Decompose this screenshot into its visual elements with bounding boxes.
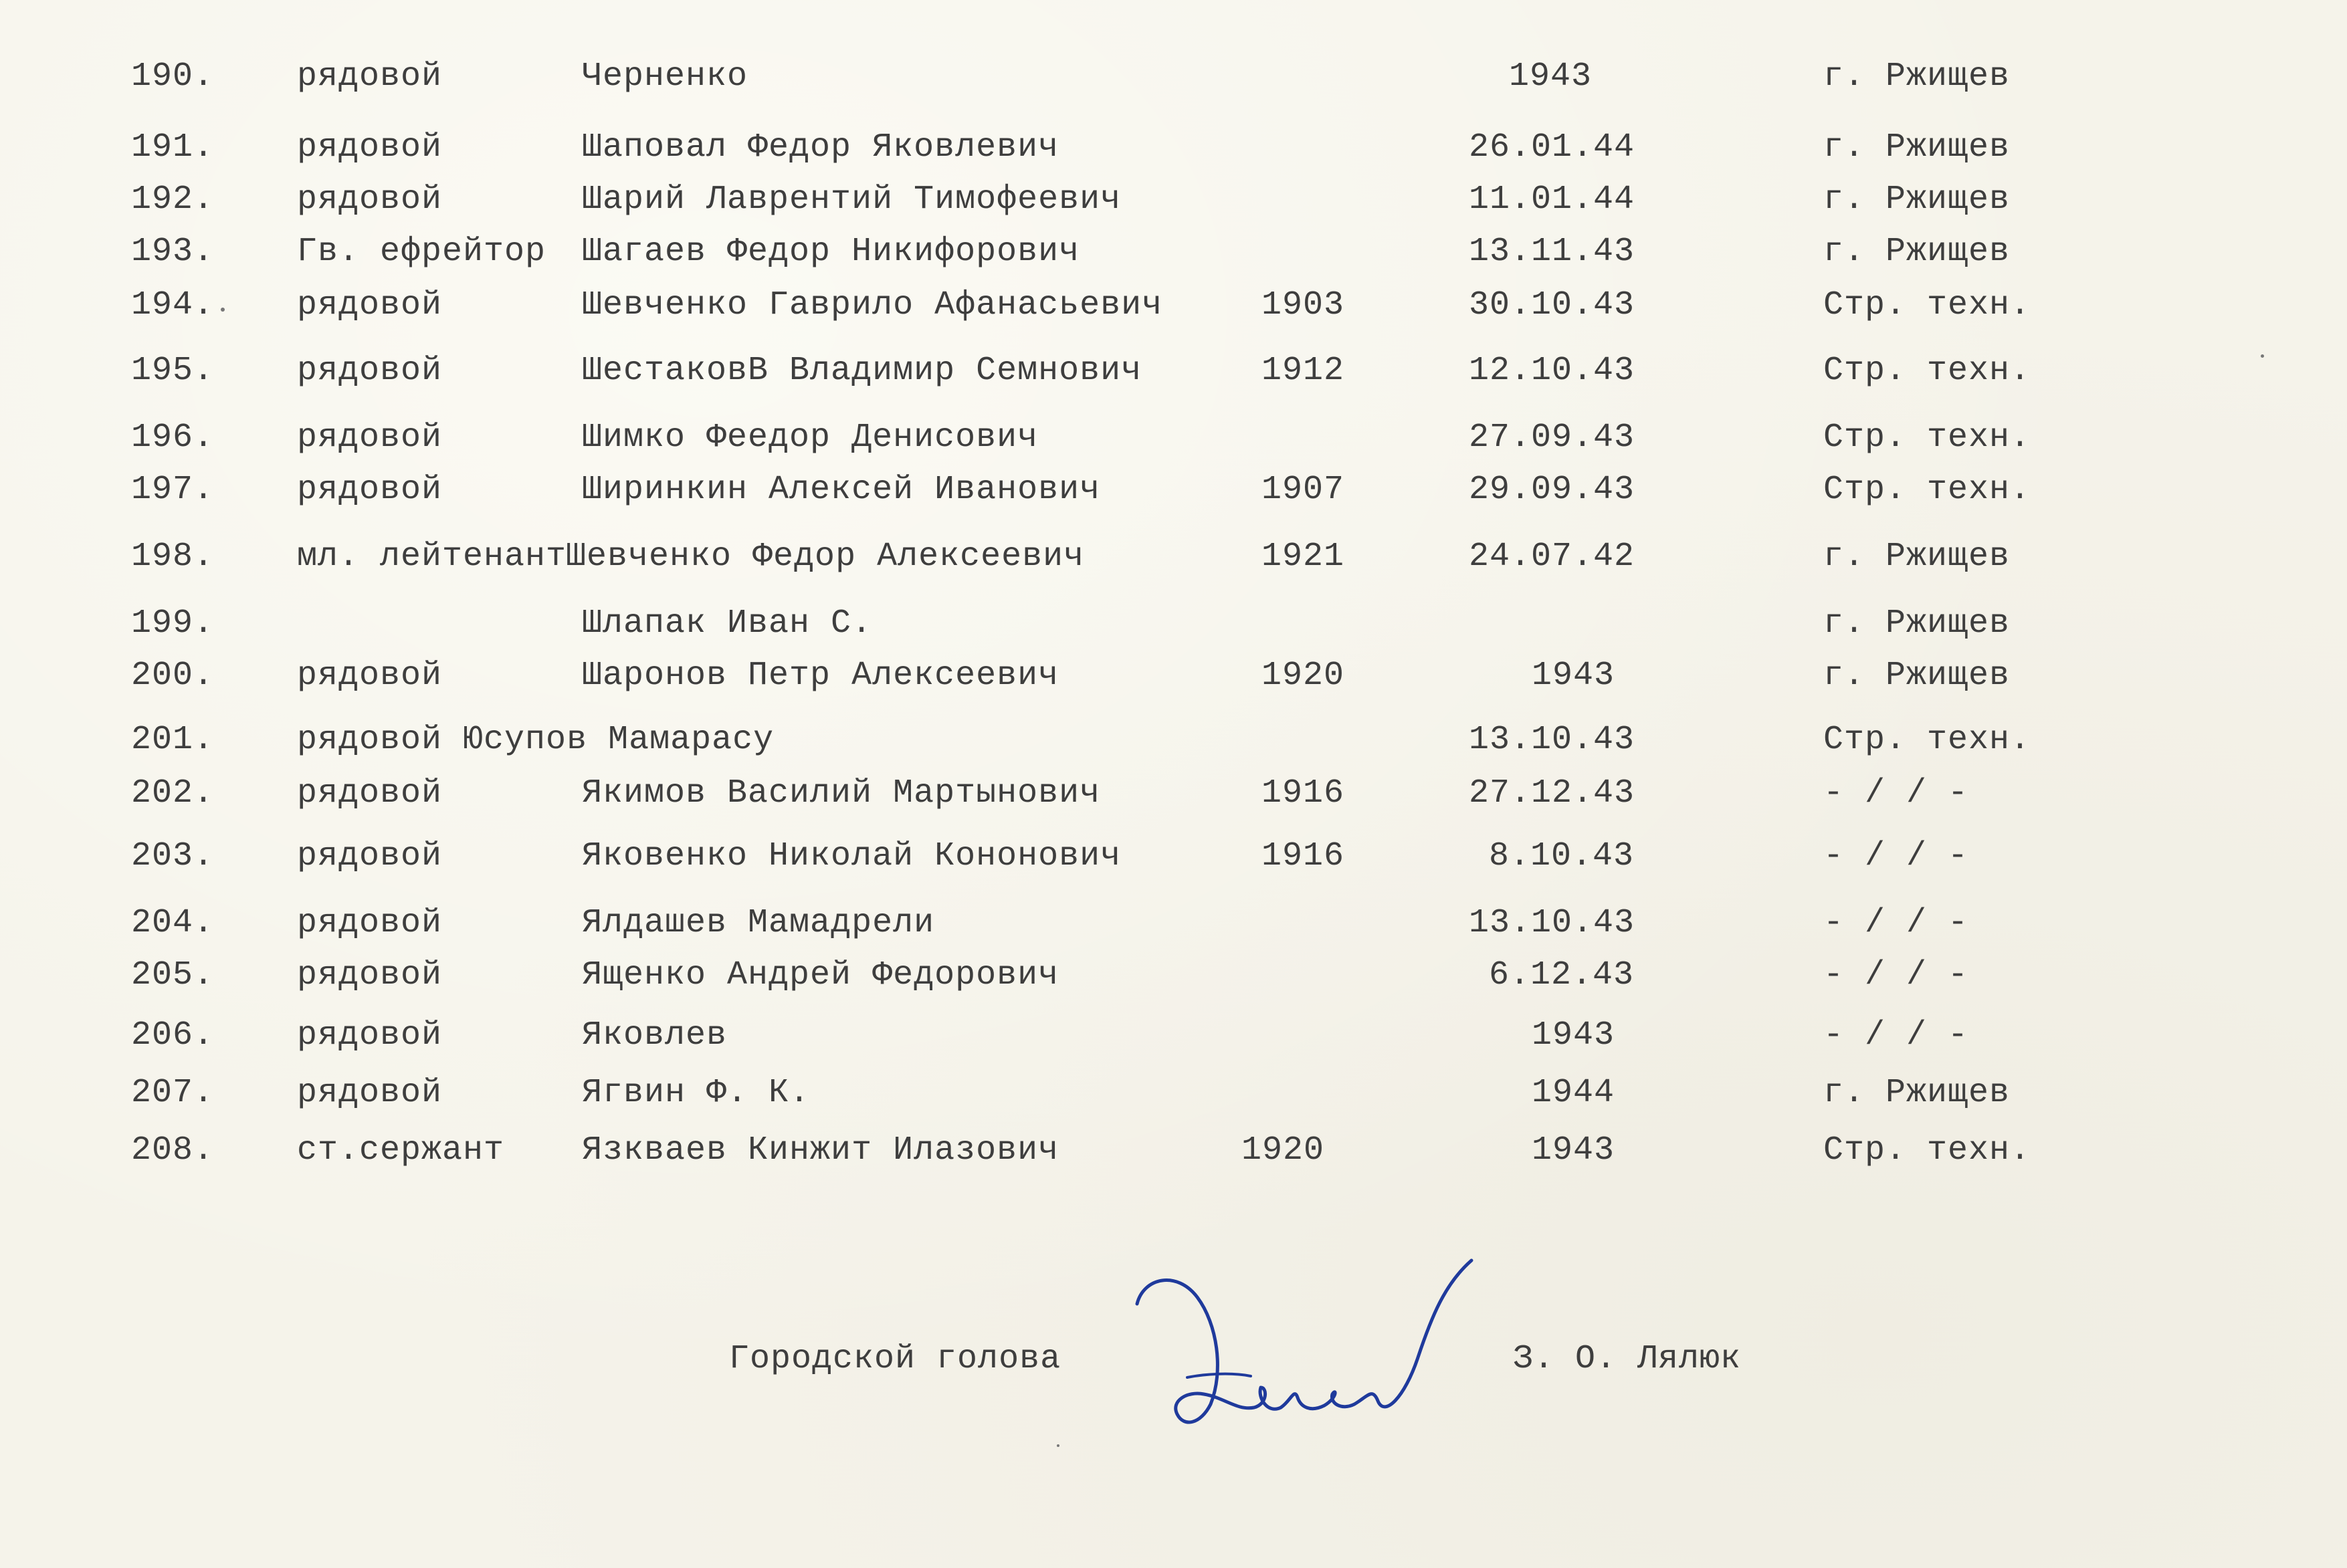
table-row [0, 467, 2347, 514]
row-burial-place: г. Ржищев [1823, 181, 2011, 219]
row-death-date: 27.09.43 [1469, 419, 1635, 457]
row-burial-place: г. Ржищев [1823, 128, 2011, 166]
row-birth-year: 1903 [1261, 286, 1345, 324]
table-row [0, 770, 2347, 817]
row-number: 190. [131, 58, 215, 96]
row-death-date: 27.12.43 [1469, 774, 1635, 812]
row-burial-place: - / / - [1823, 837, 1969, 875]
row-burial-place: Стр. техн. [1823, 419, 2031, 457]
row-number: 197. [131, 471, 215, 509]
row-burial-place: Стр. техн. [1823, 721, 2031, 759]
table-row [0, 952, 2347, 999]
row-death-date: 1943 [1532, 1016, 1615, 1054]
row-number: 193. [131, 233, 215, 271]
row-name: Якимов Василий Мартынович [582, 774, 1101, 812]
row-name: Шевченко Федор Алексеевич [566, 538, 1085, 576]
row-name: Ширинкин Алексей Иванович [582, 471, 1101, 509]
row-death-date: 13.10.43 [1469, 721, 1635, 759]
row-birth-year: 1920 [1261, 657, 1345, 695]
signatory-name: З. О. Лялюк [1513, 1340, 1742, 1378]
row-number: 194. [131, 286, 215, 324]
row-death-date: 29.09.43 [1469, 471, 1635, 509]
row-death-date: 1943 [1532, 657, 1615, 695]
row-burial-place: г. Ржищев [1823, 1074, 2011, 1112]
row-rank: рядовой [297, 419, 443, 457]
row-death-date: 11.01.44 [1469, 181, 1635, 219]
row-death-date: 8.10.43 [1489, 837, 1635, 875]
row-burial-place: г. Ржищев [1823, 58, 2011, 96]
row-number: 199. [131, 604, 215, 643]
table-row [0, 1127, 2347, 1174]
row-birth-year: 1921 [1261, 538, 1345, 576]
row-name: Язкваев Кинжит Илазович [582, 1131, 1059, 1169]
table-row [0, 717, 2347, 764]
table-row [0, 53, 2347, 100]
table-row [0, 415, 2347, 461]
row-number: 204. [131, 904, 215, 942]
row-rank: рядовой Юсупов Мамарасу [297, 721, 775, 759]
row-birth-year: 1916 [1261, 837, 1345, 875]
row-rank: мл. лейтенант [297, 538, 567, 576]
row-death-date: 1944 [1532, 1074, 1615, 1112]
table-row [0, 833, 2347, 880]
row-burial-place: - / / - [1823, 956, 1969, 994]
table-row [0, 653, 2347, 699]
row-death-date: 1943 [1509, 58, 1593, 96]
row-birth-year: 1916 [1261, 774, 1345, 812]
row-number: 196. [131, 419, 215, 457]
row-number: 192. [131, 181, 215, 219]
row-name: Яковенко Николай Кононович [582, 837, 1122, 875]
paper-speck [221, 308, 225, 312]
row-rank: рядовой [297, 904, 443, 942]
row-name: Шарий Лаврентий Тимофеевич [582, 181, 1122, 219]
row-rank: рядовой [297, 1016, 443, 1054]
row-rank: ст.сержант [297, 1131, 505, 1169]
row-name: Шагаев Федор Никифорович [582, 233, 1080, 271]
row-number: 195. [131, 352, 215, 390]
row-number: 203. [131, 837, 215, 875]
row-number: 198. [131, 538, 215, 576]
row-burial-place: Стр. техн. [1823, 471, 2031, 509]
row-number: 207. [131, 1074, 215, 1112]
signature-title: Городской голова [729, 1340, 1061, 1378]
row-rank: рядовой [297, 286, 443, 324]
row-death-date: 30.10.43 [1469, 286, 1635, 324]
row-rank: рядовой [297, 58, 443, 96]
row-burial-place: Стр. техн. [1823, 352, 2031, 390]
row-number: 201. [131, 721, 215, 759]
row-death-date: 13.11.43 [1469, 233, 1635, 271]
row-rank: Гв. ефрейтор [297, 233, 546, 271]
row-birth-year: 1912 [1261, 352, 1345, 390]
paper-speck [2261, 354, 2264, 358]
row-burial-place: Стр. техн. [1823, 286, 2031, 324]
row-rank: рядовой [297, 837, 443, 875]
table-row [0, 600, 2347, 647]
row-number: 200. [131, 657, 215, 695]
row-rank: рядовой [297, 128, 443, 166]
table-row [0, 282, 2347, 329]
row-death-date: 1943 [1532, 1131, 1615, 1169]
row-name: ШестаковВ Владимир Семнович [582, 352, 1142, 390]
table-row [0, 348, 2347, 395]
row-death-date: 13.10.43 [1469, 904, 1635, 942]
table-row [0, 1070, 2347, 1117]
row-burial-place: Стр. техн. [1823, 1131, 2031, 1169]
row-name: Яковлев [582, 1016, 728, 1054]
row-burial-place: - / / - [1823, 774, 1969, 812]
row-name: Черненко [582, 58, 748, 96]
row-birth-year: 1907 [1261, 471, 1345, 509]
row-burial-place: г. Ржищев [1823, 538, 2011, 576]
row-burial-place: г. Ржищев [1823, 657, 2011, 695]
paper-speck [1057, 1444, 1059, 1447]
row-burial-place: - / / - [1823, 1016, 1969, 1054]
table-row [0, 534, 2347, 580]
row-number: 202. [131, 774, 215, 812]
row-number: 205. [131, 956, 215, 994]
table-row [0, 124, 2347, 171]
row-rank: рядовой [297, 657, 443, 695]
row-rank: рядовой [297, 471, 443, 509]
row-rank: рядовой [297, 774, 443, 812]
row-birth-year: 1920 [1241, 1131, 1325, 1169]
row-number: 208. [131, 1131, 215, 1169]
row-number: 206. [131, 1016, 215, 1054]
row-burial-place: - / / - [1823, 904, 1969, 942]
row-death-date: 26.01.44 [1469, 128, 1635, 166]
table-row [0, 229, 2347, 275]
row-name: Шевченко Гаврило Афанасьевич [582, 286, 1163, 324]
row-death-date: 12.10.43 [1469, 352, 1635, 390]
row-name: Ященко Андрей Федорович [582, 956, 1059, 994]
row-death-date: 6.12.43 [1489, 956, 1635, 994]
row-number: 191. [131, 128, 215, 166]
row-name: Шимко Феедор Денисович [582, 419, 1039, 457]
row-name: Ялдашев Мамадрели [582, 904, 935, 942]
table-row [0, 1012, 2347, 1059]
row-rank: рядовой [297, 181, 443, 219]
row-death-date: 24.07.42 [1469, 538, 1635, 576]
row-rank: рядовой [297, 352, 443, 390]
handwritten-signature [1124, 1257, 1505, 1444]
row-name: Шаповал Федор Яковлевич [582, 128, 1059, 166]
table-row [0, 900, 2347, 947]
row-name: Шаронов Петр Алексеевич [582, 657, 1059, 695]
row-burial-place: г. Ржищев [1823, 604, 2011, 643]
row-name: Ягвин Ф. К. [582, 1074, 811, 1112]
table-row [0, 177, 2347, 223]
row-burial-place: г. Ржищев [1823, 233, 2011, 271]
row-name: Шлапак Иван С. [582, 604, 873, 643]
row-rank: рядовой [297, 1074, 443, 1112]
row-rank: рядовой [297, 956, 443, 994]
